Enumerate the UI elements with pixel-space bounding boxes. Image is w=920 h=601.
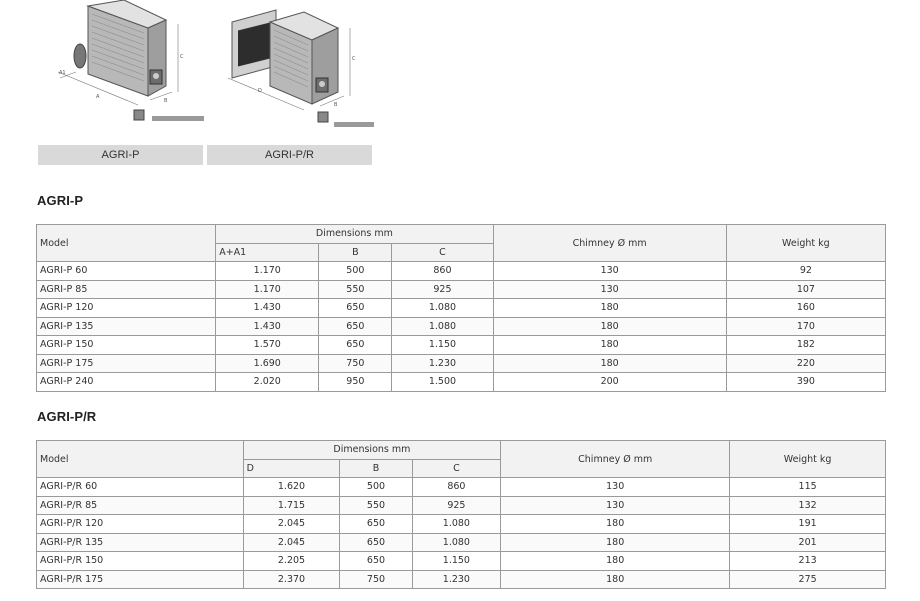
dim-1-cell: 1.620 — [243, 478, 340, 497]
weight-cell: 191 — [730, 515, 886, 534]
table-row — [37, 373, 886, 392]
table-row — [37, 336, 886, 355]
dim-1-cell: 1.170 — [216, 262, 319, 281]
chimney-cell: 130 — [501, 478, 730, 497]
dim-1-cell: 2.020 — [216, 373, 319, 392]
col-header-weight: Weight kg — [726, 225, 885, 262]
table-row — [37, 280, 886, 299]
dim-1-cell: 1.715 — [243, 496, 340, 515]
dim-3-cell: 1.080 — [392, 299, 493, 318]
model-cell: AGRI-P 150 — [37, 336, 216, 355]
dim-1-cell: 1.690 — [216, 354, 319, 373]
dim-3-cell: 1.150 — [392, 336, 493, 355]
svg-text:C: C — [352, 56, 356, 62]
model-cell: AGRI-P 135 — [37, 317, 216, 336]
weight-cell: 390 — [726, 373, 885, 392]
dim-3-cell: 1.500 — [392, 373, 493, 392]
dim-2-cell: 650 — [340, 515, 412, 534]
chimney-cell: 130 — [493, 280, 726, 299]
figure-caption-agri-p-r: AGRI-P/R — [207, 145, 372, 165]
dim-1-cell: 2.205 — [243, 552, 340, 571]
table-row — [37, 533, 886, 552]
col-header-dim-b: B — [319, 243, 392, 262]
model-cell: AGRI-P/R 60 — [37, 478, 244, 497]
col-header-dim-c: C — [412, 459, 501, 478]
dim-3-cell: 860 — [412, 478, 501, 497]
dim-2-cell: 650 — [319, 336, 392, 355]
dim-1-cell: 2.045 — [243, 515, 340, 534]
svg-text:A: A — [96, 94, 100, 100]
dim-2-cell: 550 — [340, 496, 412, 515]
dim-2-cell: 650 — [340, 533, 412, 552]
dim-2-cell: 550 — [319, 280, 392, 299]
dim-3-cell: 925 — [412, 496, 501, 515]
model-cell: AGRI-P/R 150 — [37, 552, 244, 571]
dim-2-cell: 750 — [340, 570, 412, 589]
col-header-chimney: Chimney Ø mm — [493, 225, 726, 262]
svg-text:B: B — [164, 98, 168, 104]
chimney-cell: 180 — [493, 317, 726, 336]
weight-cell: 220 — [726, 354, 885, 373]
model-cell: AGRI-P/R 120 — [37, 515, 244, 534]
model-cell: AGRI-P/R 175 — [37, 570, 244, 589]
dim-3-cell: 1.080 — [392, 317, 493, 336]
chimney-cell: 180 — [493, 354, 726, 373]
dim-2-cell: 500 — [319, 262, 392, 281]
weight-cell: 201 — [730, 533, 886, 552]
dim-3-cell: 1.080 — [412, 515, 501, 534]
table-row — [37, 354, 886, 373]
model-cell: AGRI-P 85 — [37, 280, 216, 299]
dim-3-cell: 1.080 — [412, 533, 501, 552]
model-cell: AGRI-P 120 — [37, 299, 216, 318]
table-row — [37, 299, 886, 318]
chimney-cell: 200 — [493, 373, 726, 392]
dim-1-cell: 1.430 — [216, 299, 319, 318]
dim-2-cell: 750 — [319, 354, 392, 373]
agri-p-table — [36, 224, 886, 392]
chimney-cell: 180 — [501, 552, 730, 571]
dim-2-cell: 950 — [319, 373, 392, 392]
dim-1-cell: 1.430 — [216, 317, 319, 336]
col-header-dim-d: D — [243, 459, 340, 478]
agri-p-r-drawing-svg — [208, 0, 374, 144]
chimney-cell: 130 — [501, 496, 730, 515]
weight-cell: 160 — [726, 299, 885, 318]
chimney-cell: 180 — [493, 299, 726, 318]
table-row — [37, 515, 886, 534]
table-row — [37, 496, 886, 515]
weight-cell: 115 — [730, 478, 886, 497]
model-cell: AGRI-P/R 135 — [37, 533, 244, 552]
weight-cell: 107 — [726, 280, 885, 299]
dim-1-cell: 2.045 — [243, 533, 340, 552]
weight-cell: 170 — [726, 317, 885, 336]
dim-3-cell: 1.230 — [412, 570, 501, 589]
col-header-dim-c: C — [392, 243, 493, 262]
agri-p-r-drawing — [208, 0, 374, 144]
agri-p-drawing — [38, 0, 204, 144]
chimney-cell: 180 — [501, 570, 730, 589]
col-header-dim-b: B — [340, 459, 412, 478]
dim-3-cell: 1.230 — [392, 354, 493, 373]
agri-p-drawing-svg — [38, 0, 204, 144]
weight-cell: 275 — [730, 570, 886, 589]
agri-p-r-table — [36, 440, 886, 589]
dim-2-cell: 650 — [319, 299, 392, 318]
table-row — [37, 317, 886, 336]
section-title-agri-p: AGRI-P — [37, 193, 84, 208]
chimney-cell: 180 — [501, 533, 730, 552]
model-cell: AGRI-P 60 — [37, 262, 216, 281]
model-cell: AGRI-P 240 — [37, 373, 216, 392]
weight-cell: 213 — [730, 552, 886, 571]
dim-1-cell: 1.170 — [216, 280, 319, 299]
col-header-chimney: Chimney Ø mm — [501, 441, 730, 478]
weight-cell: 92 — [726, 262, 885, 281]
table-row — [37, 552, 886, 571]
dim-3-cell: 925 — [392, 280, 493, 299]
col-header-dimensions: Dimensions mm — [216, 225, 493, 244]
weight-cell: 132 — [730, 496, 886, 515]
col-header-weight: Weight kg — [730, 441, 886, 478]
dim-2-cell: 650 — [319, 317, 392, 336]
dim-1-cell: 1.570 — [216, 336, 319, 355]
col-header-dimensions: Dimensions mm — [243, 441, 501, 460]
col-header-model: Model — [37, 441, 244, 478]
table-row — [37, 478, 886, 497]
svg-text:C: C — [180, 54, 184, 60]
model-cell: AGRI-P/R 85 — [37, 496, 244, 515]
section-title-agri-p-r: AGRI-P/R — [37, 409, 97, 424]
col-header-dim-a: A+A1 — [216, 243, 319, 262]
model-cell: AGRI-P 175 — [37, 354, 216, 373]
chimney-cell: 130 — [493, 262, 726, 281]
dim-1-cell: 2.370 — [243, 570, 340, 589]
table-row — [37, 262, 886, 281]
svg-text:B: B — [334, 102, 338, 108]
weight-cell: 182 — [726, 336, 885, 355]
table-row — [37, 570, 886, 589]
svg-text:D: D — [258, 88, 262, 94]
chimney-cell: 180 — [501, 515, 730, 534]
dim-3-cell: 860 — [392, 262, 493, 281]
dim-3-cell: 1.150 — [412, 552, 501, 571]
dim-2-cell: 650 — [340, 552, 412, 571]
col-header-model: Model — [37, 225, 216, 262]
svg-text:A1: A1 — [59, 70, 66, 76]
figure-caption-agri-p: AGRI-P — [38, 145, 203, 165]
dim-2-cell: 500 — [340, 478, 412, 497]
chimney-cell: 180 — [493, 336, 726, 355]
